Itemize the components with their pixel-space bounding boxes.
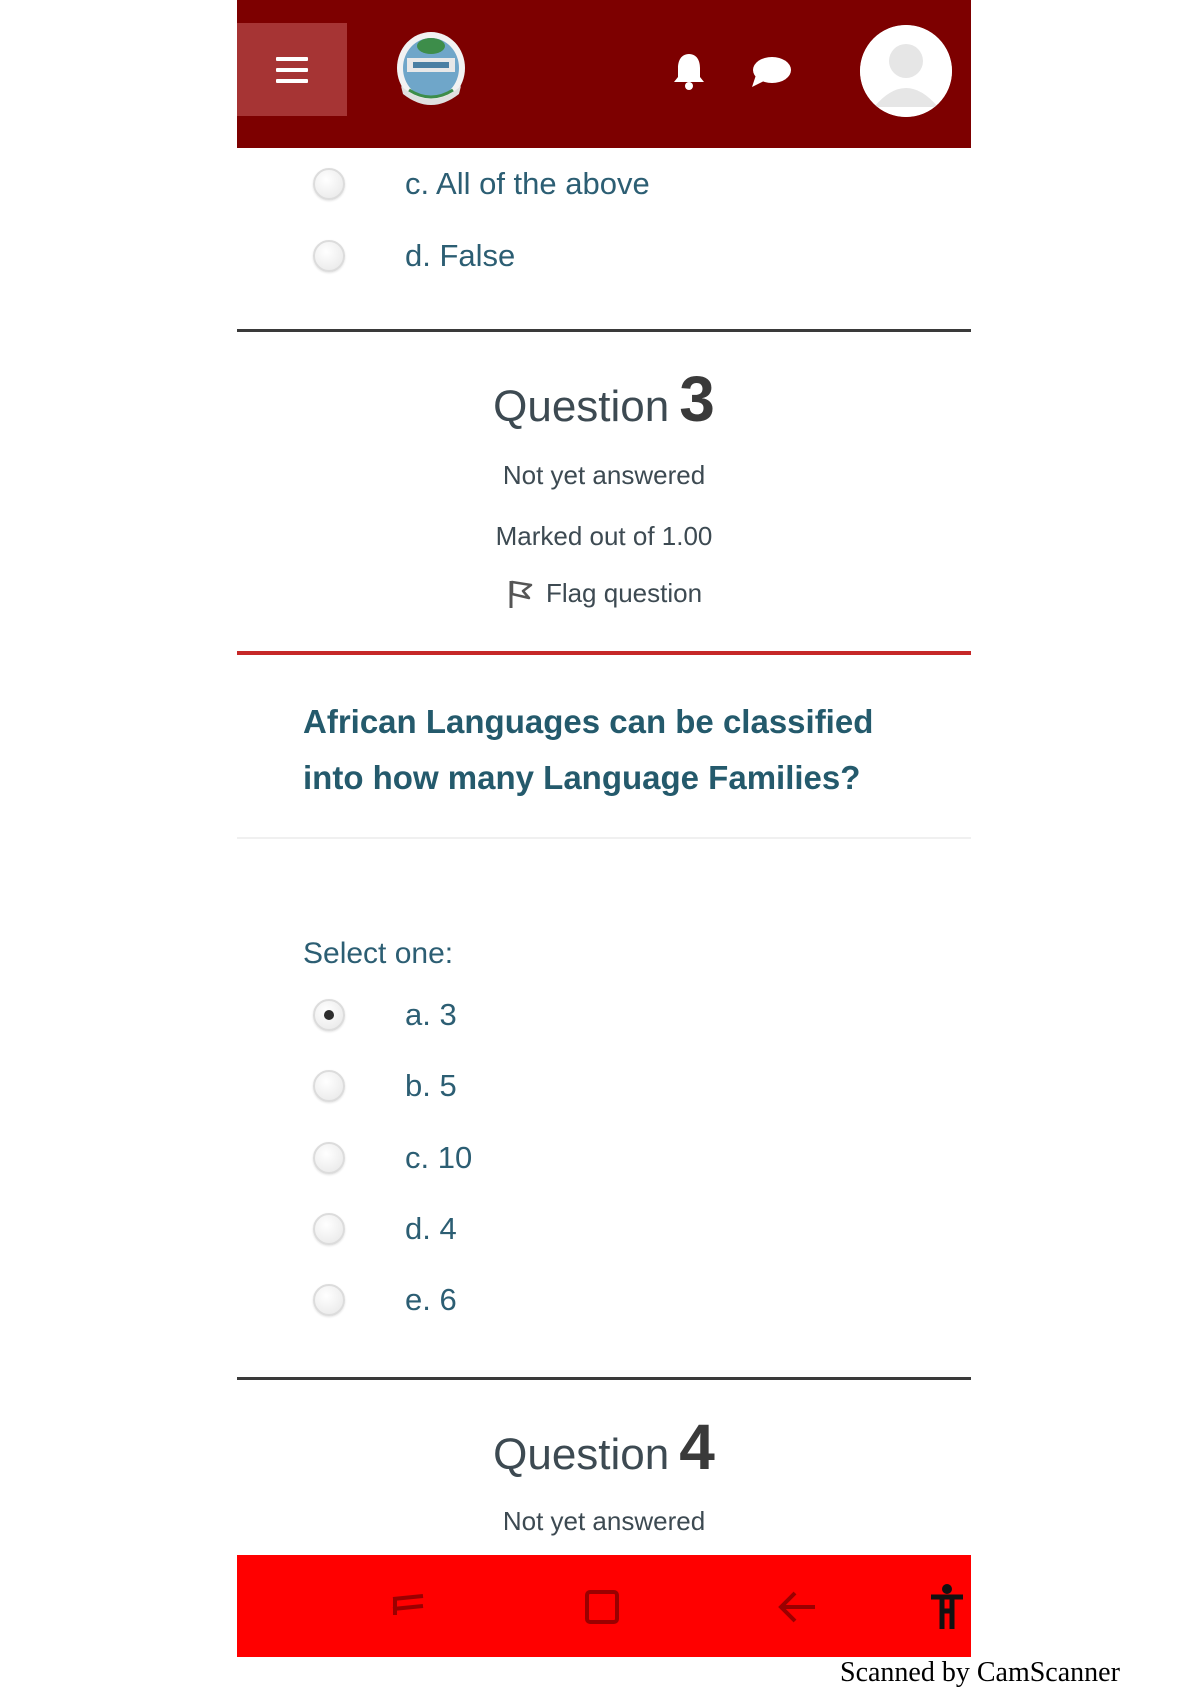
top-app-bar: [237, 0, 971, 148]
question-4-number: 4: [679, 1411, 715, 1483]
recent-apps-icon[interactable]: [389, 1587, 427, 1623]
flag-question-label: Flag question: [545, 578, 703, 608]
question-3-text: African Languages can be classified into how many Language Families?: [303, 703, 874, 796]
question-3-status: Not yet answered: [502, 460, 706, 490]
q3-option-d-label: d. 4: [405, 1211, 457, 1246]
q3-option-a-radio[interactable]: [313, 999, 345, 1031]
q3-option-b-label: b. 5: [405, 1068, 457, 1103]
system-navigation-bar: [237, 1555, 971, 1657]
q3-option-e-label: e. 6: [405, 1282, 457, 1317]
divider: [237, 1377, 971, 1380]
q3-option-e[interactable]: [313, 1280, 457, 1320]
q2-option-c[interactable]: [313, 164, 650, 204]
question-divider: [237, 651, 971, 655]
accessibility-icon[interactable]: [929, 1583, 965, 1631]
q2-option-c-radio[interactable]: [313, 168, 345, 200]
q3-option-c-label: c. 10: [405, 1140, 473, 1175]
q3-option-a-label: a. 3: [405, 997, 457, 1032]
formulation-divider: [237, 837, 971, 839]
q3-option-a[interactable]: [313, 995, 457, 1035]
q3-option-b[interactable]: [313, 1066, 457, 1106]
hamburger-icon: [276, 57, 308, 61]
q3-option-d[interactable]: [313, 1209, 457, 1249]
q3-option-d-radio[interactable]: [313, 1213, 345, 1245]
divider: [237, 329, 971, 332]
flag-question-link[interactable]: [237, 578, 971, 609]
q3-option-e-radio[interactable]: [313, 1284, 345, 1316]
q3-option-c[interactable]: [313, 1138, 472, 1178]
user-avatar-icon[interactable]: [860, 25, 952, 117]
bell-icon[interactable]: [671, 50, 707, 90]
q3-option-b-radio[interactable]: [313, 1070, 345, 1102]
q2-option-d[interactable]: [313, 236, 515, 276]
question-4-status: Not yet answered: [502, 1506, 706, 1536]
question-4-heading: Question 4: [493, 1411, 715, 1483]
question-3-number: 3: [679, 363, 715, 435]
scanner-watermark: Scanned by CamScanner: [840, 1657, 1120, 1688]
chat-bubble-icon[interactable]: [750, 55, 792, 89]
q2-option-d-radio[interactable]: [313, 240, 345, 272]
select-one-prompt: Select one:: [303, 937, 454, 970]
q2-option-c-label: c. All of the above: [405, 166, 650, 201]
flag-icon: [506, 579, 534, 609]
back-arrow-icon[interactable]: [775, 1588, 819, 1626]
university-logo-icon[interactable]: [393, 28, 469, 110]
q2-option-d-label: d. False: [405, 238, 516, 273]
q3-option-c-radio[interactable]: [313, 1142, 345, 1174]
phone-screen: [237, 0, 971, 1657]
question-3-marks: Marked out of 1.00: [495, 521, 713, 551]
hamburger-menu-button[interactable]: [237, 23, 347, 116]
question-3-heading: Question 3: [493, 363, 715, 435]
home-square-icon[interactable]: [583, 1588, 621, 1626]
